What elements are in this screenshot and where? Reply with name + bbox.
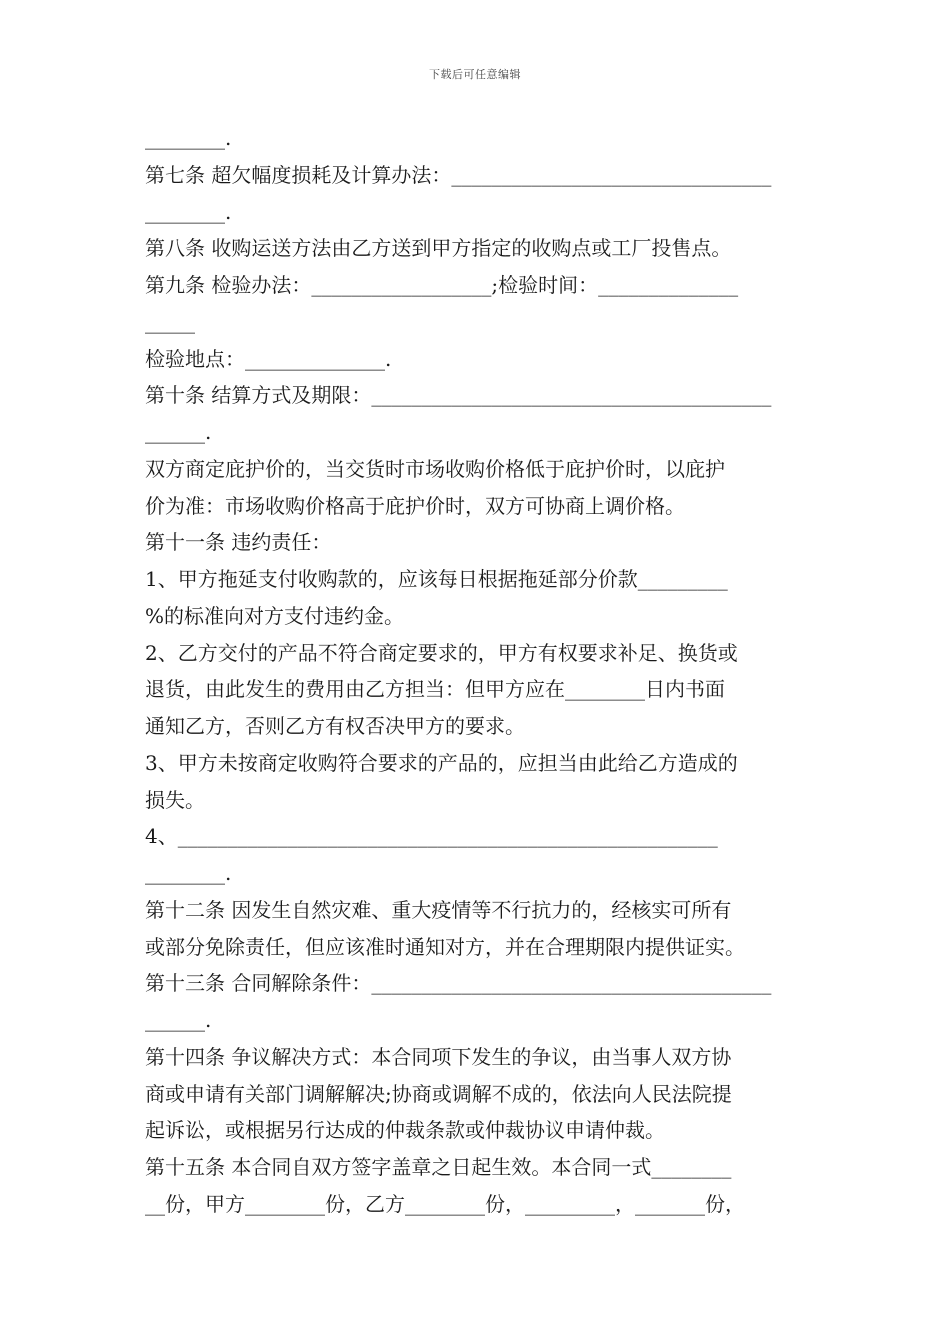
text-line: ________. [145, 199, 232, 224]
text-line: 第十条 结算方式及期限：________________________________________ [145, 383, 772, 408]
text-line: ______. [145, 420, 212, 444]
text-line: 1、甲方拖延支付收购款的，应该每日根据拖延部分价款_________ [145, 567, 728, 591]
text-line: %的标准向对方支付违约金。 [145, 603, 405, 628]
text-line: 3、甲方未按商定收购符合要求的产品的，应担当由此给乙方造成的 [145, 750, 738, 775]
text-line: 通知乙方，否则乙方有权否决甲方的要求。 [145, 714, 525, 738]
text-line: ________. [145, 126, 232, 150]
text-line: 损失。 [145, 787, 205, 812]
text-line: 或部分免除责任，但应该准时通知对方，并在合理期限内提供证实。 [145, 934, 745, 959]
text-line: 第十四条 争议解决方式：本合同项下发生的争议，由当事人双方协 [145, 1044, 732, 1069]
text-line: 2、乙方交付的产品不符合商定要求的，甲方有权要求补足、换货或 [145, 640, 738, 665]
text-line: 第十二条 因发生自然灾难、重大疫情等不行抗力的，经核实可所有 [145, 897, 732, 922]
document-body [145, 120, 809, 1223]
text-line: 第十五条 本合同自双方签字盖章之日起生效。本合同一式________ [145, 1155, 732, 1179]
text-line: 检验地点：______________. [145, 346, 392, 371]
text-line: ______. [145, 1008, 212, 1032]
text-line: 第十三条 合同解除条件：________________________________________ [145, 971, 772, 996]
text-line: 价为准：市场收购价格高于庇护价时，双方可协商上调价格。 [145, 493, 685, 518]
text-line: 4、______________________________________________________ [145, 824, 718, 849]
text-line: 第十一条 违约责任： [145, 530, 332, 555]
text-line: 起诉讼，或根据另行达成的仲裁条款或仲裁协议申请仲裁。 [145, 1118, 665, 1143]
text-line: 退货，由此发生的费用由乙方担当：但甲方应在________日内书面 [145, 677, 725, 702]
text-line: 第七条 超欠幅度损耗及计算办法：________________________________ [145, 162, 772, 187]
text-line: ________. [145, 861, 232, 885]
text-line: 商或申请有关部门调解解决;协商或调解不成的，依法向人民法院提 [145, 1081, 732, 1106]
page-header: 下载后可任意编辑 [429, 68, 521, 81]
text-line: 双方商定庇护价的，当交货时市场收购价格低于庇护价时，以庇护 [145, 456, 725, 481]
text-line: _____ [145, 309, 195, 334]
text-line: 第九条 检验办法：__________________;检验时间：______________ [145, 273, 739, 297]
text-line: __份，甲方________份，乙方________份，_________，_______份， [145, 1191, 745, 1216]
text-line: 第八条 收购运送方法由乙方送到甲方指定的收购点或工厂投售点。 [145, 236, 732, 261]
